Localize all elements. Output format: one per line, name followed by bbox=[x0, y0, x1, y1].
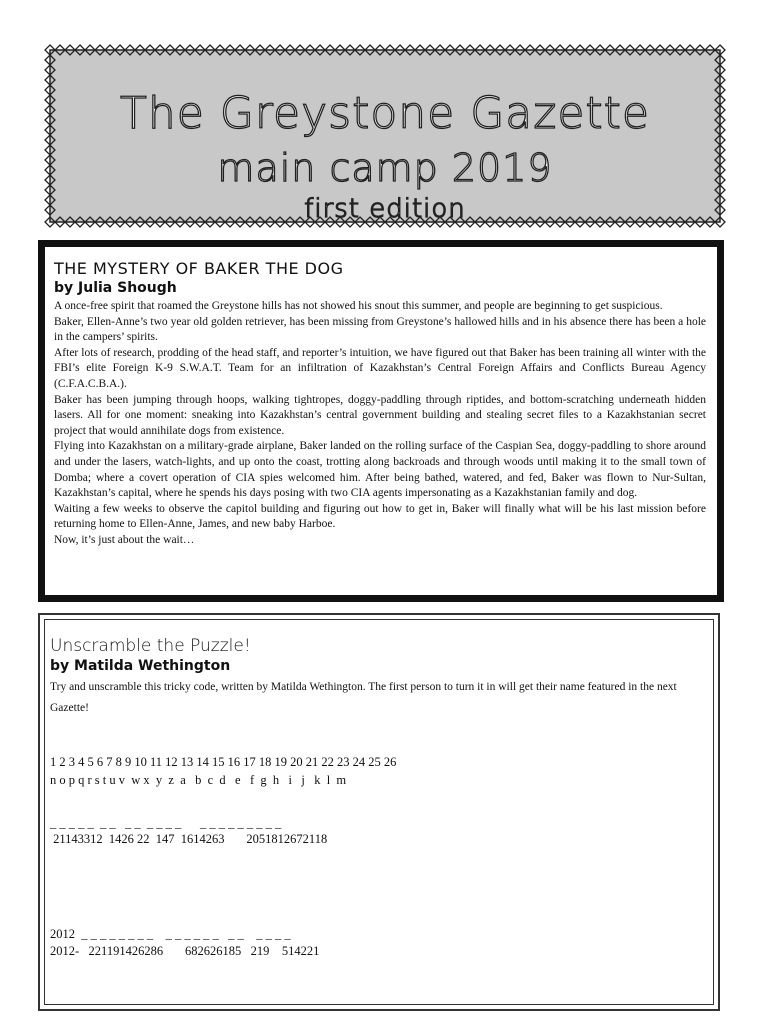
masthead-banner bbox=[40, 40, 730, 232]
article-paragraph: After lots of research, prodding of the head staff, and reporter’s intuition, we have figured out that Baker has been training all winter with the FBI’s elite Foreign K-9 S.W.A.T. Team for an infiltration of Kazakhstan’s Central Foreign Affairs and Conflicts Bureau Agency (C.F.A.C.B.A.). bbox=[54, 346, 706, 390]
cipher-code-1: 21143312 1426 22 147 1614263 2051812672118 bbox=[50, 832, 328, 846]
edition-label: first edition bbox=[304, 194, 466, 224]
puzzle-content bbox=[50, 635, 700, 719]
newspaper-title: The Greystone Gazette bbox=[120, 88, 650, 139]
cipher-code-2: 2012- 221191426286 682626185 219 514221 bbox=[50, 944, 320, 958]
cipher-key-numbers: 1 2 3 4 5 6 7 8 9 10 11 12 13 14 15 16 17 18 19 20 21 22 23 24 25 26 bbox=[50, 755, 397, 769]
article-paragraph: A once-free spirit that roamed the Greystone hills has not showed his snout this summer, and people are beginning to get suspicious. bbox=[54, 300, 663, 312]
article-paragraph: Baker, Ellen-Anne’s two year old golden retriever, has been missing from Greystone’s hallowed hills and in his absence there has been a hole in the campers’ spirits. bbox=[54, 315, 706, 344]
article-paragraph: Flying into Kazakhstan on a military-grade airplane, Baker landed on the rolling surface of the Caspian Sea, doggy-paddling to shore around and under the lasers, watch-lights, and up onto the coast, trotting along backroads and through woods until making it to the small town of Domba; where a covert operation of CIA spies welcomed him. After being bathed, watered, and fed, Baker was flown to Nur-Sultan, Kazakhstan’s capital, where he spends his days posing with two CIA agents impersonating as a Kazakhstanian family and dog. bbox=[54, 440, 706, 500]
puzzle-title: Unscramble the Puzzle! bbox=[50, 636, 251, 656]
article-paragraph: Waiting a few weeks to observe the capitol building and figuring out how to get in, Baker will finally what will be his last mission before returning home to Ellen-Anne, James, and new baby Harboe. bbox=[54, 502, 706, 531]
article-byline: by Julia Shough bbox=[54, 280, 177, 296]
camp-year-subtitle: main camp 2019 bbox=[217, 146, 553, 190]
article-paragraph: Baker has been jumping through hoops, walking tightropes, doggy-paddling through riptides, and bottom-scratching underneath hidden lasers. All for one moment: sneaking into Kazakhstan’s central government building and stealing secret files to a Kazakhstanian secret project that would annihilate dogs from existence. bbox=[54, 393, 706, 437]
puzzle-byline: by Matilda Wethington bbox=[50, 658, 231, 674]
puzzle-intro: Try and unscramble this tricky code, written by Matilda Wethington. The first person to turn it in will get their name featured in the next Gazette! bbox=[50, 681, 677, 714]
answer-blanks-2: 2012 _ _ _ _ _ _ _ _ _ _ _ _ _ _ _ _ _ _ _ _ bbox=[50, 927, 291, 941]
cipher-key-letters: n o p q r s t u v w x y z a b c d e f g h i j k l m bbox=[50, 773, 347, 787]
article-paragraph: Now, it’s just about the wait… bbox=[54, 533, 195, 546]
article-content bbox=[54, 259, 706, 549]
article-headline: THE MYSTERY OF BAKER THE DOG bbox=[54, 259, 344, 278]
article-box bbox=[38, 240, 724, 602]
answer-blanks-1: _ _ _ _ _ _ _ _ _ _ _ _ _ _ _ _ _ _ _ _ _ _ bbox=[50, 816, 282, 830]
puzzle-box bbox=[38, 613, 720, 1011]
